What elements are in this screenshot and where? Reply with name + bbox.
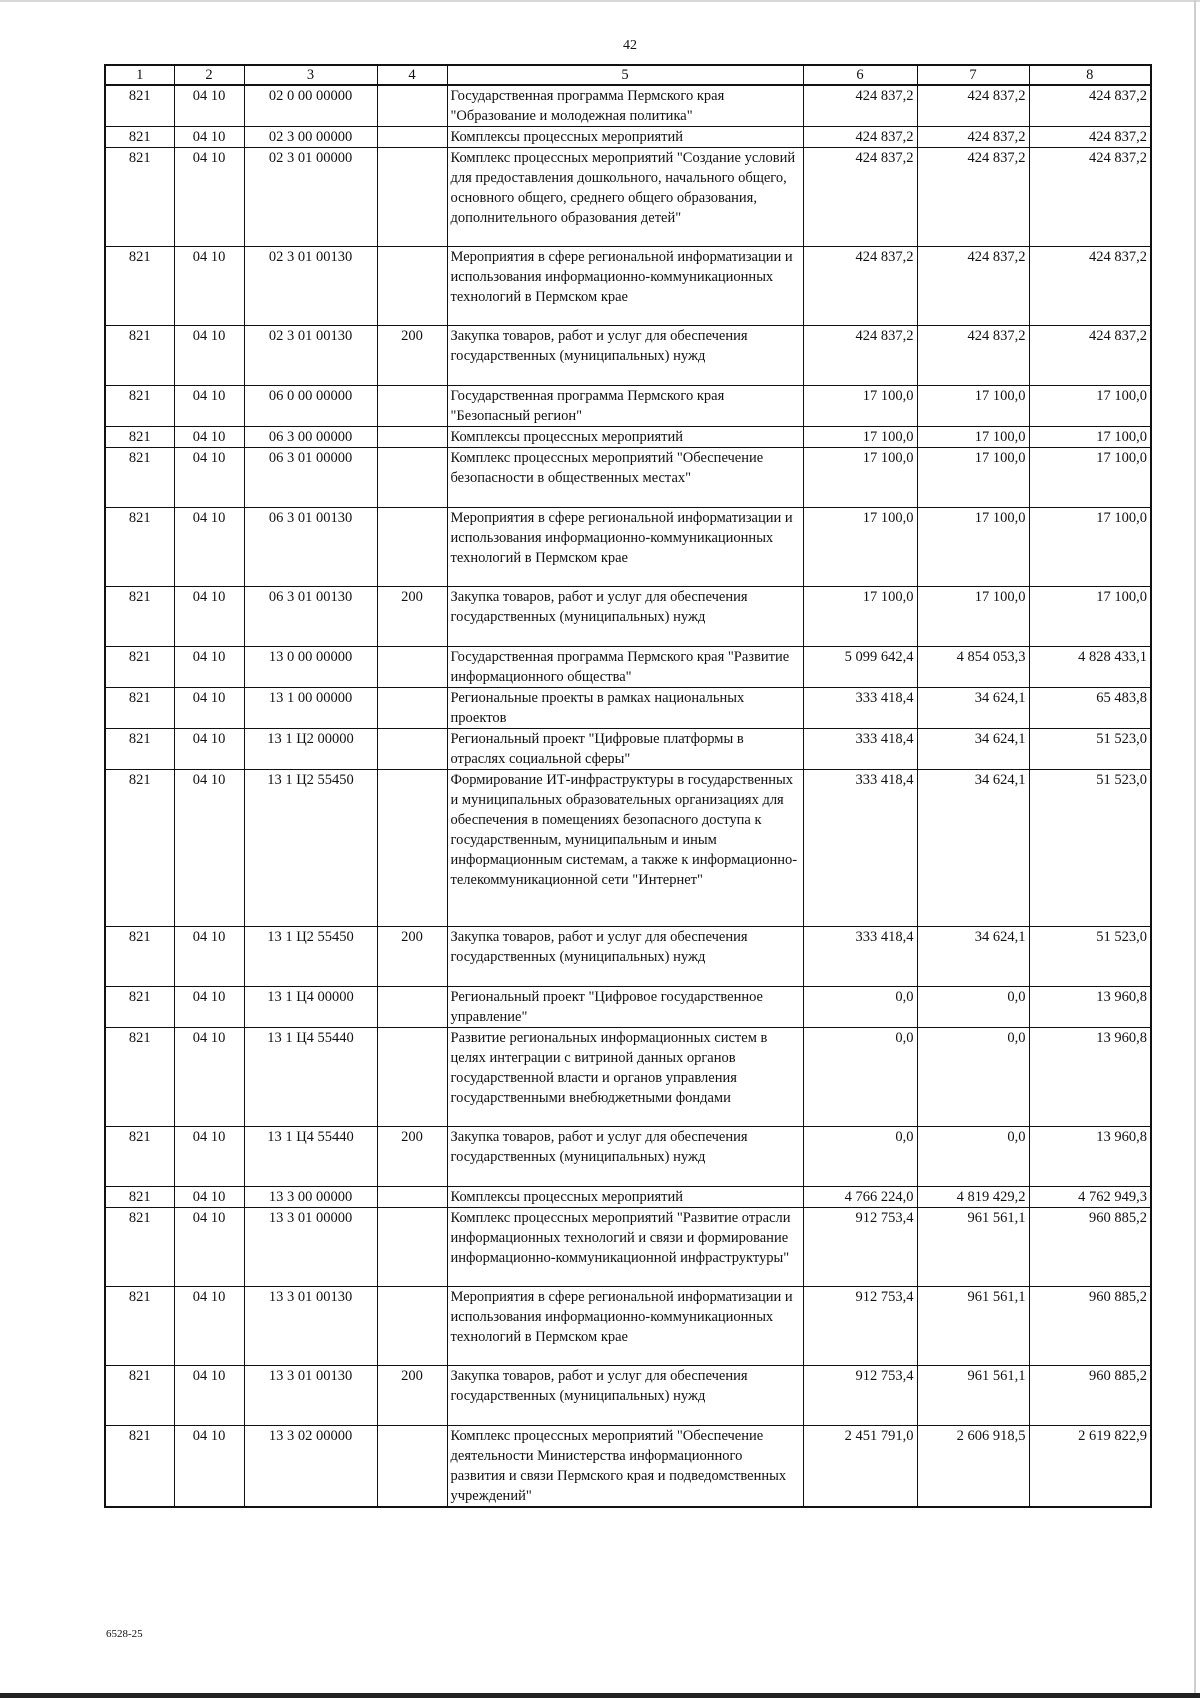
target-article-cell: 06 0 00 00000 [244, 386, 377, 427]
column-header-1: 1 [105, 65, 174, 85]
amount-year1-cell: 333 418,4 [803, 729, 917, 770]
amount-year3-cell: 17 100,0 [1029, 448, 1151, 508]
section-code-cell: 04 10 [174, 587, 244, 647]
section-code-cell: 04 10 [174, 85, 244, 127]
target-article-cell: 13 0 00 00000 [244, 647, 377, 688]
scan-edge-top [0, 0, 1200, 2]
expense-type-cell [377, 427, 447, 448]
amount-year2-cell: 961 561,1 [917, 1287, 1029, 1366]
amount-year1-cell: 17 100,0 [803, 427, 917, 448]
description-cell: Государственная программа Пермского края "Образование и молодежная политика" [447, 85, 803, 127]
expense-type-cell [377, 647, 447, 688]
admin-code-cell: 821 [105, 85, 174, 127]
amount-year1-cell: 17 100,0 [803, 508, 917, 587]
table-header-row [105, 65, 1151, 85]
expense-type-cell [377, 1187, 447, 1208]
target-article-cell: 13 1 Ц2 55450 [244, 927, 377, 987]
amount-year3-cell: 51 523,0 [1029, 927, 1151, 987]
amount-year3-cell: 65 483,8 [1029, 688, 1151, 729]
table-row [105, 1127, 1151, 1187]
amount-year3-cell: 424 837,2 [1029, 247, 1151, 326]
section-code-cell: 04 10 [174, 1187, 244, 1208]
section-code-cell: 04 10 [174, 1366, 244, 1426]
amount-year2-cell: 34 624,1 [917, 688, 1029, 729]
description-cell: Региональный проект "Цифровое государственное управление" [447, 987, 803, 1028]
target-article-cell: 13 1 Ц4 55440 [244, 1028, 377, 1127]
admin-code-cell: 821 [105, 326, 174, 386]
amount-year2-cell: 17 100,0 [917, 448, 1029, 508]
target-article-cell: 02 3 00 00000 [244, 127, 377, 148]
amount-year3-cell: 13 960,8 [1029, 1127, 1151, 1187]
admin-code-cell: 821 [105, 1366, 174, 1426]
amount-year1-cell: 912 753,4 [803, 1366, 917, 1426]
section-code-cell: 04 10 [174, 770, 244, 927]
section-code-cell: 04 10 [174, 247, 244, 326]
table-row [105, 647, 1151, 688]
table-row [105, 688, 1151, 729]
amount-year3-cell: 13 960,8 [1029, 1028, 1151, 1127]
description-cell: Закупка товаров, работ и услуг для обеспечения государственных (муниципальных) нужд [447, 587, 803, 647]
table-row [105, 427, 1151, 448]
expense-type-cell [377, 85, 447, 127]
description-cell: Закупка товаров, работ и услуг для обеспечения государственных (муниципальных) нужд [447, 1366, 803, 1426]
column-header-6: 6 [803, 65, 917, 85]
amount-year3-cell: 960 885,2 [1029, 1366, 1151, 1426]
section-code-cell: 04 10 [174, 427, 244, 448]
description-cell: Закупка товаров, работ и услуг для обеспечения государственных (муниципальных) нужд [447, 927, 803, 987]
table-row [105, 148, 1151, 247]
amount-year3-cell: 51 523,0 [1029, 770, 1151, 927]
amount-year2-cell: 34 624,1 [917, 729, 1029, 770]
admin-code-cell: 821 [105, 1426, 174, 1508]
description-cell: Мероприятия в сфере региональной информатизации и использования информационно-коммуникационных технологий в Пермском крае [447, 1287, 803, 1366]
target-article-cell: 02 3 01 00130 [244, 247, 377, 326]
table-row [105, 448, 1151, 508]
amount-year2-cell: 424 837,2 [917, 85, 1029, 127]
target-article-cell: 13 3 01 00000 [244, 1208, 377, 1287]
expense-type-cell: 200 [377, 326, 447, 386]
target-article-cell: 06 3 01 00000 [244, 448, 377, 508]
amount-year2-cell: 34 624,1 [917, 770, 1029, 927]
table-row [105, 987, 1151, 1028]
amount-year2-cell: 17 100,0 [917, 587, 1029, 647]
section-code-cell: 04 10 [174, 1127, 244, 1187]
target-article-cell: 02 0 00 00000 [244, 85, 377, 127]
description-cell: Региональные проекты в рамках национальных проектов [447, 688, 803, 729]
admin-code-cell: 821 [105, 770, 174, 927]
section-code-cell: 04 10 [174, 127, 244, 148]
amount-year1-cell: 424 837,2 [803, 148, 917, 247]
amount-year1-cell: 17 100,0 [803, 587, 917, 647]
section-code-cell: 04 10 [174, 508, 244, 587]
target-article-cell: 13 1 Ц4 00000 [244, 987, 377, 1028]
amount-year1-cell: 424 837,2 [803, 247, 917, 326]
amount-year2-cell: 17 100,0 [917, 508, 1029, 587]
amount-year1-cell: 333 418,4 [803, 927, 917, 987]
table-row [105, 247, 1151, 326]
table-row [105, 508, 1151, 587]
admin-code-cell: 821 [105, 386, 174, 427]
expense-type-cell [377, 508, 447, 587]
expense-type-cell [377, 1426, 447, 1508]
description-cell: Государственная программа Пермского края "Развитие информационного общества" [447, 647, 803, 688]
section-code-cell: 04 10 [174, 1208, 244, 1287]
amount-year3-cell: 2 619 822,9 [1029, 1426, 1151, 1508]
footer-document-code: 6528-25 [106, 1628, 143, 1640]
admin-code-cell: 821 [105, 508, 174, 587]
table-row [105, 386, 1151, 427]
section-code-cell: 04 10 [174, 729, 244, 770]
amount-year3-cell: 424 837,2 [1029, 326, 1151, 386]
amount-year1-cell: 333 418,4 [803, 770, 917, 927]
scan-edge-right [1194, 0, 1196, 1698]
target-article-cell: 13 1 Ц2 55450 [244, 770, 377, 927]
amount-year3-cell: 960 885,2 [1029, 1208, 1151, 1287]
amount-year2-cell: 4 854 053,3 [917, 647, 1029, 688]
admin-code-cell: 821 [105, 1028, 174, 1127]
expense-type-cell [377, 770, 447, 927]
table-row [105, 1287, 1151, 1366]
table-body [105, 85, 1151, 1507]
amount-year1-cell: 2 451 791,0 [803, 1426, 917, 1508]
amount-year2-cell: 961 561,1 [917, 1208, 1029, 1287]
section-code-cell: 04 10 [174, 148, 244, 247]
budget-table [104, 64, 1152, 1508]
admin-code-cell: 821 [105, 1187, 174, 1208]
amount-year3-cell: 51 523,0 [1029, 729, 1151, 770]
table-row [105, 770, 1151, 927]
amount-year3-cell: 4 762 949,3 [1029, 1187, 1151, 1208]
description-cell: Мероприятия в сфере региональной информатизации и использования информационно-коммуникационных технологий в Пермском крае [447, 247, 803, 326]
description-cell: Региональный проект "Цифровые платформы в отраслях социальной сферы" [447, 729, 803, 770]
amount-year3-cell: 17 100,0 [1029, 427, 1151, 448]
target-article-cell: 06 3 00 00000 [244, 427, 377, 448]
amount-year2-cell: 17 100,0 [917, 427, 1029, 448]
admin-code-cell: 821 [105, 448, 174, 508]
admin-code-cell: 821 [105, 647, 174, 688]
amount-year2-cell: 424 837,2 [917, 127, 1029, 148]
page-number: 42 [623, 38, 637, 53]
scan-edge-bottom [0, 1693, 1200, 1698]
expense-type-cell [377, 1208, 447, 1287]
admin-code-cell: 821 [105, 1208, 174, 1287]
section-code-cell: 04 10 [174, 1028, 244, 1127]
amount-year1-cell: 424 837,2 [803, 127, 917, 148]
expense-type-cell [377, 1287, 447, 1366]
amount-year1-cell: 5 099 642,4 [803, 647, 917, 688]
target-article-cell: 13 1 Ц2 00000 [244, 729, 377, 770]
amount-year3-cell: 424 837,2 [1029, 148, 1151, 247]
amount-year2-cell: 424 837,2 [917, 148, 1029, 247]
amount-year3-cell: 960 885,2 [1029, 1287, 1151, 1366]
description-cell: Комплекс процессных мероприятий "Создание условий для предоставления дошкольного, начального общего, основного общего, среднего общего образования, дополнительного образования детей" [447, 148, 803, 247]
target-article-cell: 13 1 00 00000 [244, 688, 377, 729]
admin-code-cell: 821 [105, 247, 174, 326]
table-row [105, 1028, 1151, 1127]
amount-year1-cell: 912 753,4 [803, 1287, 917, 1366]
amount-year2-cell: 4 819 429,2 [917, 1187, 1029, 1208]
description-cell: Формирование ИТ-инфраструктуры в государственных и муниципальных образовательных организациях для обеспечения в помещениях безопасного доступа к государственным, муниципальным и иным информационным системам, а также к информационно-телекоммуникационной сети "Интернет" [447, 770, 803, 927]
admin-code-cell: 821 [105, 1127, 174, 1187]
admin-code-cell: 821 [105, 927, 174, 987]
section-code-cell: 04 10 [174, 1287, 244, 1366]
expense-type-cell [377, 148, 447, 247]
description-cell: Закупка товаров, работ и услуг для обеспечения государственных (муниципальных) нужд [447, 1127, 803, 1187]
target-article-cell: 02 3 01 00000 [244, 148, 377, 247]
target-article-cell: 13 3 01 00130 [244, 1366, 377, 1426]
table-row [105, 127, 1151, 148]
description-cell: Комплексы процессных мероприятий [447, 1187, 803, 1208]
description-cell: Комплексы процессных мероприятий [447, 427, 803, 448]
description-cell: Комплекс процессных мероприятий "Развитие отрасли информационных технологий и связи и формирование информационно-коммуникационной инфраструктуры" [447, 1208, 803, 1287]
amount-year1-cell: 912 753,4 [803, 1208, 917, 1287]
amount-year2-cell: 2 606 918,5 [917, 1426, 1029, 1508]
amount-year1-cell: 4 766 224,0 [803, 1187, 917, 1208]
section-code-cell: 04 10 [174, 386, 244, 427]
expense-type-cell: 200 [377, 1366, 447, 1426]
description-cell: Комплексы процессных мероприятий [447, 127, 803, 148]
expense-type-cell [377, 987, 447, 1028]
section-code-cell: 04 10 [174, 688, 244, 729]
section-code-cell: 04 10 [174, 448, 244, 508]
expense-type-cell [377, 448, 447, 508]
amount-year2-cell: 0,0 [917, 1127, 1029, 1187]
table-row [105, 1366, 1151, 1426]
expense-type-cell: 200 [377, 927, 447, 987]
table-row [105, 587, 1151, 647]
description-cell: Закупка товаров, работ и услуг для обеспечения государственных (муниципальных) нужд [447, 326, 803, 386]
amount-year1-cell: 333 418,4 [803, 688, 917, 729]
expense-type-cell [377, 247, 447, 326]
description-cell: Комплекс процессных мероприятий "Обеспечение безопасности в общественных местах" [447, 448, 803, 508]
amount-year1-cell: 0,0 [803, 1127, 917, 1187]
expense-type-cell [377, 127, 447, 148]
amount-year3-cell: 4 828 433,1 [1029, 647, 1151, 688]
section-code-cell: 04 10 [174, 1426, 244, 1508]
amount-year3-cell: 424 837,2 [1029, 85, 1151, 127]
target-article-cell: 06 3 01 00130 [244, 587, 377, 647]
amount-year1-cell: 17 100,0 [803, 386, 917, 427]
table-row [105, 326, 1151, 386]
column-header-3: 3 [244, 65, 377, 85]
column-header-5: 5 [447, 65, 803, 85]
column-header-4: 4 [377, 65, 447, 85]
table-row [105, 1208, 1151, 1287]
table-row [105, 1187, 1151, 1208]
amount-year1-cell: 0,0 [803, 987, 917, 1028]
amount-year3-cell: 424 837,2 [1029, 127, 1151, 148]
expense-type-cell [377, 386, 447, 427]
admin-code-cell: 821 [105, 427, 174, 448]
section-code-cell: 04 10 [174, 987, 244, 1028]
amount-year2-cell: 961 561,1 [917, 1366, 1029, 1426]
column-header-7: 7 [917, 65, 1029, 85]
column-header-8: 8 [1029, 65, 1151, 85]
target-article-cell: 06 3 01 00130 [244, 508, 377, 587]
table-row [105, 729, 1151, 770]
admin-code-cell: 821 [105, 587, 174, 647]
amount-year1-cell: 424 837,2 [803, 326, 917, 386]
description-cell: Государственная программа Пермского края "Безопасный регион" [447, 386, 803, 427]
description-cell: Развитие региональных информационных систем в целях интеграции с витриной данных органов государственной власти и органов управления государственными внебюджетными фондами [447, 1028, 803, 1127]
expense-type-cell [377, 729, 447, 770]
target-article-cell: 13 3 02 00000 [244, 1426, 377, 1508]
target-article-cell: 13 3 00 00000 [244, 1187, 377, 1208]
admin-code-cell: 821 [105, 729, 174, 770]
target-article-cell: 13 1 Ц4 55440 [244, 1127, 377, 1187]
table-row [105, 85, 1151, 127]
amount-year2-cell: 424 837,2 [917, 326, 1029, 386]
table-row [105, 1426, 1151, 1508]
amount-year1-cell: 424 837,2 [803, 85, 917, 127]
admin-code-cell: 821 [105, 148, 174, 247]
admin-code-cell: 821 [105, 1287, 174, 1366]
amount-year3-cell: 17 100,0 [1029, 386, 1151, 427]
amount-year2-cell: 424 837,2 [917, 247, 1029, 326]
expense-type-cell: 200 [377, 1127, 447, 1187]
column-header-2: 2 [174, 65, 244, 85]
expense-type-cell [377, 1028, 447, 1127]
table-row [105, 927, 1151, 987]
description-cell: Мероприятия в сфере региональной информатизации и использования информационно-коммуникационных технологий в Пермском крае [447, 508, 803, 587]
expense-type-cell: 200 [377, 587, 447, 647]
section-code-cell: 04 10 [174, 927, 244, 987]
section-code-cell: 04 10 [174, 326, 244, 386]
amount-year2-cell: 0,0 [917, 1028, 1029, 1127]
amount-year1-cell: 17 100,0 [803, 448, 917, 508]
amount-year3-cell: 17 100,0 [1029, 508, 1151, 587]
admin-code-cell: 821 [105, 987, 174, 1028]
admin-code-cell: 821 [105, 127, 174, 148]
target-article-cell: 13 3 01 00130 [244, 1287, 377, 1366]
description-cell: Комплекс процессных мероприятий "Обеспечение деятельности Министерства информационного развития и связи Пермского края и подведомственных учреждений" [447, 1426, 803, 1508]
admin-code-cell: 821 [105, 688, 174, 729]
amount-year1-cell: 0,0 [803, 1028, 917, 1127]
amount-year3-cell: 13 960,8 [1029, 987, 1151, 1028]
amount-year3-cell: 17 100,0 [1029, 587, 1151, 647]
amount-year2-cell: 34 624,1 [917, 927, 1029, 987]
amount-year2-cell: 17 100,0 [917, 386, 1029, 427]
section-code-cell: 04 10 [174, 647, 244, 688]
target-article-cell: 02 3 01 00130 [244, 326, 377, 386]
expense-type-cell [377, 688, 447, 729]
amount-year2-cell: 0,0 [917, 987, 1029, 1028]
